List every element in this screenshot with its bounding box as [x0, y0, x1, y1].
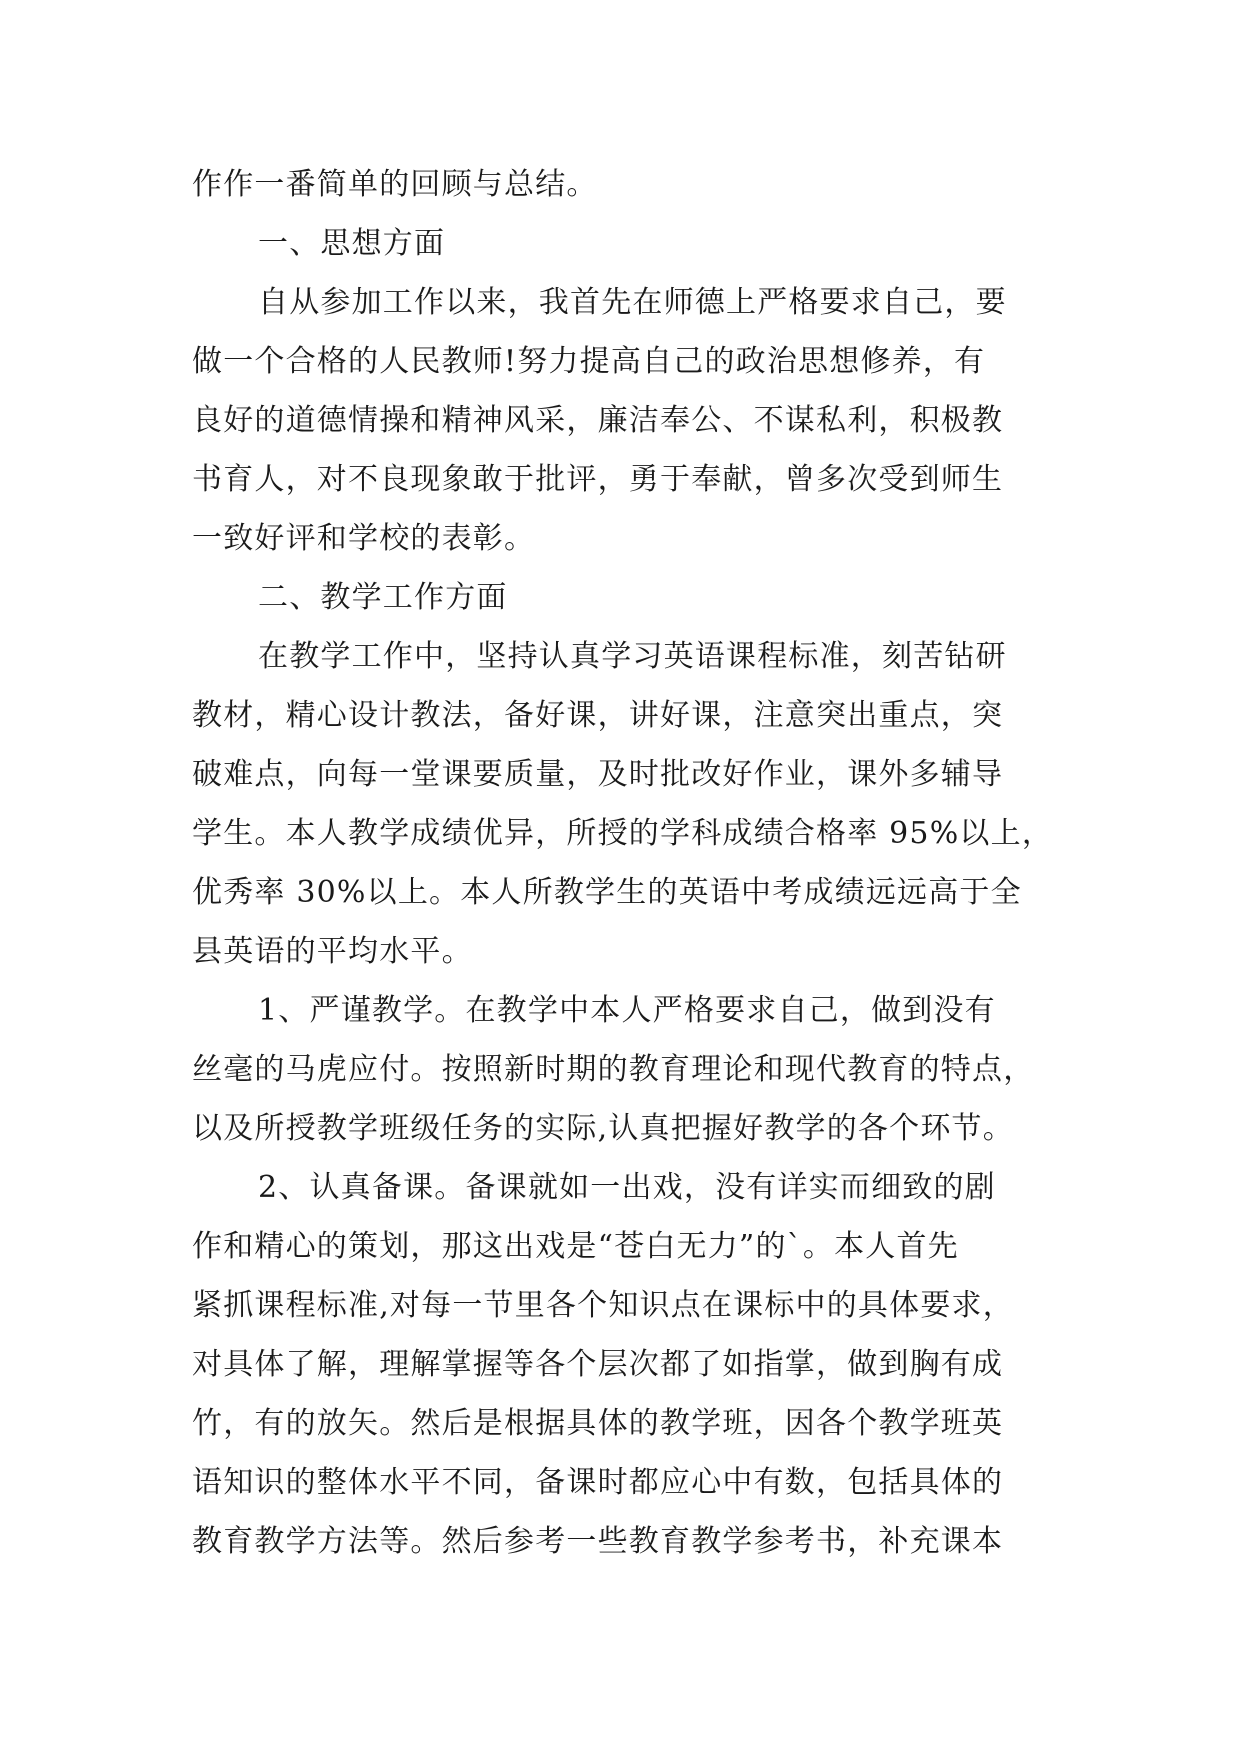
text-line: 作作一番简单的回顾与总结。 [192, 167, 598, 202]
text-line: 书育人，对不良现象敢于批评，勇于奉献，曾多次受到师生 [192, 462, 1004, 497]
text-line: 作和精心的策划，那这出戏是“苍白无力”的`。本人首先 [192, 1229, 959, 1264]
text-line: 丝毫的马虎应付。按照新时期的教育理论和现代教育的特点， [192, 1052, 1035, 1087]
text-line: 学生。本人教学成绩优异，所授的学科成绩合格率 95%以上， [192, 816, 1054, 851]
text-line: 一致好评和学校的表彰。 [192, 521, 536, 556]
text-line: 在教学工作中，坚持认真学习英语课程标准，刻苦钻研 [258, 639, 1007, 674]
text-line: 语知识的整体水平不同，备课时都应心中有数，包括具体的 [192, 1465, 1004, 1500]
text-line: 县英语的平均水平。 [192, 934, 473, 969]
text-line: 对具体了解，理解掌握等各个层次都了如指掌，做到胸有成 [192, 1347, 1004, 1382]
document-body [192, 155, 1052, 1571]
text-line: 2、认真备课。备课就如一出戏，没有详实而细致的剧 [258, 1170, 996, 1205]
text-line: 以及所授教学班级任务的实际,认真把握好教学的各个环节。 [192, 1111, 1014, 1146]
text-line: 破难点，向每一堂课要质量，及时批改好作业，课外多辅导 [192, 757, 1004, 792]
text-line: 紧抓课程标准,对每一节里各个知识点在课标中的具体要求， [192, 1288, 1014, 1323]
text-line: 1、严谨教学。在教学中本人严格要求自己，做到没有 [258, 993, 996, 1028]
text-line: 竹，有的放矢。然后是根据具体的教学班，因各个教学班英 [192, 1406, 1004, 1441]
section-heading-teaching: 二、教学工作方面 [258, 580, 508, 615]
text-line: 优秀率 30%以上。本人所教学生的英语中考成绩远远高于全 [192, 875, 1022, 910]
text-line: 良好的道德情操和精神风采，廉洁奉公、不谋私利，积极教 [192, 403, 1004, 438]
text-line: 教育教学方法等。然后参考一些教育教学参考书，补充课本 [192, 1524, 1004, 1559]
text-line: 自从参加工作以来，我首先在师德上严格要求自己，要 [258, 285, 1007, 320]
section-heading-thought: 一、思想方面 [258, 226, 446, 261]
text-line: 教材，精心设计教法，备好课，讲好课，注意突出重点，突 [192, 698, 1004, 733]
text-line: 做一个合格的人民教师!努力提高自己的政治思想修养，有 [192, 344, 986, 379]
